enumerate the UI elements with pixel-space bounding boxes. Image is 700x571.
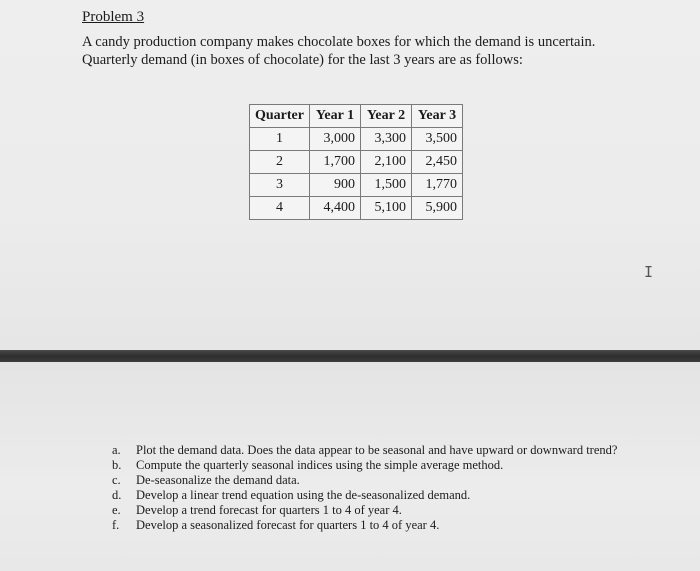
problem-intro: A candy production company makes chocolate boxes for which the demand is uncertain. Quarterly demand (in boxes of chocolate) for the last 3 years are as follows: <box>82 34 596 68</box>
task-text: Develop a seasonalized forecast for quarters 1 to 4 of year 4. <box>136 518 440 532</box>
header-quarter: Quarter <box>250 105 310 128</box>
text-cursor-icon: I <box>644 263 654 281</box>
table-row <box>250 151 463 174</box>
table-row <box>250 197 463 220</box>
task-list <box>112 443 622 533</box>
problem-title: Problem 3 <box>82 9 145 25</box>
cell-year-1: 3,000 <box>309 128 360 151</box>
task-letter: d. <box>112 488 122 502</box>
list-item <box>112 503 622 518</box>
list-item <box>112 443 622 458</box>
cell-year-3: 5,900 <box>411 197 462 220</box>
cell-year-2: 2,100 <box>360 151 411 174</box>
demand-table <box>249 104 463 220</box>
cell-quarter: 2 <box>250 151 310 174</box>
task-letter: c. <box>112 473 121 487</box>
cell-year-3: 3,500 <box>411 128 462 151</box>
cell-year-3: 1,770 <box>411 174 462 197</box>
header-year-3: Year 3 <box>411 105 462 128</box>
task-letter: f. <box>112 518 120 532</box>
cell-year-1: 900 <box>309 174 360 197</box>
table-row <box>250 128 463 151</box>
task-letter: b. <box>112 458 122 472</box>
list-item <box>112 458 622 473</box>
cell-quarter: 1 <box>250 128 310 151</box>
cell-year-2: 5,100 <box>360 197 411 220</box>
task-text: Develop a trend forecast for quarters 1 to 4 of year 4. <box>136 503 402 517</box>
divider-band <box>0 350 700 362</box>
task-text: Develop a linear trend equation using the de-seasonalized demand. <box>136 488 471 502</box>
cell-quarter: 3 <box>250 174 310 197</box>
list-item <box>112 488 622 503</box>
list-item <box>112 473 622 488</box>
task-text: Compute the quarterly seasonal indices using the simple average method. <box>136 458 504 472</box>
cell-year-2: 1,500 <box>360 174 411 197</box>
task-letter: e. <box>112 503 121 517</box>
table-row <box>250 174 463 197</box>
cell-year-1: 1,700 <box>309 151 360 174</box>
task-text: Plot the demand data. Does the data appear to be seasonal and have upward or downward trend? <box>136 443 618 457</box>
task-letter: a. <box>112 443 121 457</box>
task-text: De-seasonalize the demand data. <box>136 473 300 487</box>
cell-year-2: 3,300 <box>360 128 411 151</box>
cell-year-3: 2,450 <box>411 151 462 174</box>
cell-year-1: 4,400 <box>309 197 360 220</box>
cell-quarter: 4 <box>250 197 310 220</box>
list-item <box>112 518 622 533</box>
header-year-2: Year 2 <box>360 105 411 128</box>
table-header-row <box>250 105 463 128</box>
header-year-1: Year 1 <box>309 105 360 128</box>
